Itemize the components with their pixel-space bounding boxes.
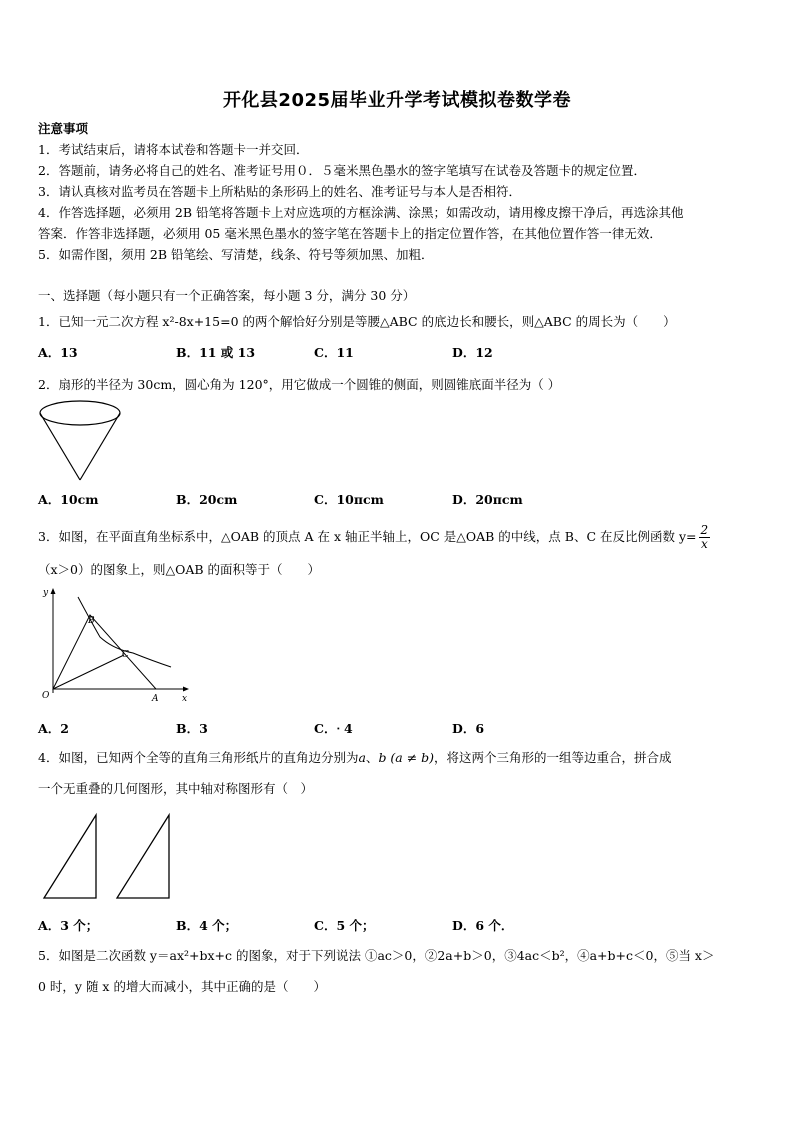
q3-fraction xyxy=(699,524,711,551)
triangle-oab xyxy=(53,615,156,689)
label-c: C xyxy=(122,650,129,660)
q3-stem-text: 3．如图，在平面直角坐标系中，△OAB 的顶点 A 在 x 轴正半轴上，OC 是△OAB 的中线，点 B、C 在反比例函数 y= xyxy=(38,529,697,544)
label-b: B xyxy=(88,616,95,626)
question-3-stem xyxy=(38,524,710,551)
question-4-stem xyxy=(38,749,672,767)
question-4-stem-line2: 一个无重叠的几何图形，其中轴对称图形有（ ） xyxy=(38,781,314,796)
notice-item: 5．如需作图，须用 2B 铅笔绘、写清楚，线条、符号等须加黑、加粗． xyxy=(38,247,434,262)
q1-option-c: C．11 xyxy=(314,345,354,360)
notice-item: 答案．作答非选择题，必须用 05 毫米黑色墨水的签字笔在答题卡上的指定位置作答，在其他位置作答一律无效． xyxy=(38,226,662,241)
q4-option-a: A．3 个； xyxy=(38,918,99,933)
q3-fraction-numerator: 2 xyxy=(700,523,709,537)
q2-option-c: C．10πcm xyxy=(314,492,384,507)
notice-item: 3．请认真核对监考员在答题卡上所粘贴的条形码上的姓名、准考证号与本人是否相符． xyxy=(38,184,521,199)
label-a: A xyxy=(152,694,159,704)
y-axis-arrow xyxy=(51,588,56,594)
q2-option-d: D．20πcm xyxy=(452,492,523,507)
triangles-figure xyxy=(38,810,178,902)
question-1-stem: 1．已知一元二次方程 x²-8x+15=0 的两个解恰好分别是等腰△ABC 的底边长和腰长，则△ABC 的周长为（ ） xyxy=(38,314,676,329)
q3-option-b: B．3 xyxy=(176,721,208,736)
q3-option-d: D．6 xyxy=(452,721,485,736)
q3-fraction-denominator: x xyxy=(700,537,708,551)
cone-top-ellipse xyxy=(40,401,120,425)
notice-heading: 注意事项 xyxy=(38,121,89,136)
q3-option-a: A．2 xyxy=(38,721,69,736)
page-title: 开化县2025届毕业升学考试模拟卷数学卷 xyxy=(222,90,572,111)
median-oc xyxy=(53,655,124,689)
q4-option-d: D．6 个． xyxy=(452,918,514,933)
q2-option-a: A．10cm xyxy=(38,492,99,507)
label-x: x xyxy=(182,694,188,704)
q4-separator: 、 xyxy=(365,750,379,765)
q4-stem-part2: ，将这两个三角形的一组等边重合，拼合成 xyxy=(434,750,672,765)
right-triangle-2 xyxy=(117,815,169,898)
q3-option-c: C．ᐧ 4 xyxy=(314,721,353,736)
question-2-stem: 2．扇形的半径为 30cm，圆心角为 120°，用它做成一个圆锥的侧面，则圆锥底面半径为（ ） xyxy=(38,377,561,392)
q4-var-a: a xyxy=(358,750,366,765)
section-heading: 一、选择题（每小题只有一个正确答案，每小题 3 分，满分 30 分） xyxy=(38,288,416,303)
label-y: y xyxy=(43,588,49,598)
label-o: O xyxy=(42,691,50,701)
q1-option-d: D．12 xyxy=(452,345,493,360)
q4-stem-part1: 4．如图，已知两个全等的直角三角形纸片的直角边分别为 xyxy=(38,750,359,765)
q1-option-a: A．13 xyxy=(38,345,78,360)
q4-option-b: B．4 个； xyxy=(176,918,238,933)
cone-figure xyxy=(38,398,128,484)
question-3-stem-line2: （x＞0）的图象上，则△OAB 的面积等于（ ） xyxy=(38,562,321,577)
question-5-stem-line2: 0 时，y 随 x 的增大而减小，其中正确的是（ ） xyxy=(38,979,326,994)
q4-option-c: C．5 个； xyxy=(314,918,375,933)
x-axis-arrow xyxy=(183,687,189,692)
q4-var-b: b (a ≠ b) xyxy=(378,750,435,765)
notice-item: 1．考试结束后，请将本试卷和答题卡一并交回． xyxy=(38,142,309,157)
right-triangle-1 xyxy=(44,815,96,898)
q1-option-b: B．11 或 13 xyxy=(176,345,256,360)
coordinate-figure xyxy=(38,585,193,710)
q2-option-b: B．20cm xyxy=(176,492,238,507)
notice-item: 4．作答选择题，必须用 2B 铅笔将答题卡上对应选项的方框涂满、涂黑；如需改动，请用橡皮擦干净后，再选涂其他 xyxy=(38,205,684,220)
question-5-stem: 5．如图是二次函数 y＝ax²+bx+c 的图象，对于下列说法 ①ac＞0，②2a+b＞0，③4ac＜b²，④a+b+c＜0，⑤当 x＞ xyxy=(38,948,715,963)
notice-item: 2．答题前，请务必将自己的姓名、准考证号用０．５毫米黑色墨水的签字笔填写在试卷及答题卡的规定位置． xyxy=(38,163,646,178)
